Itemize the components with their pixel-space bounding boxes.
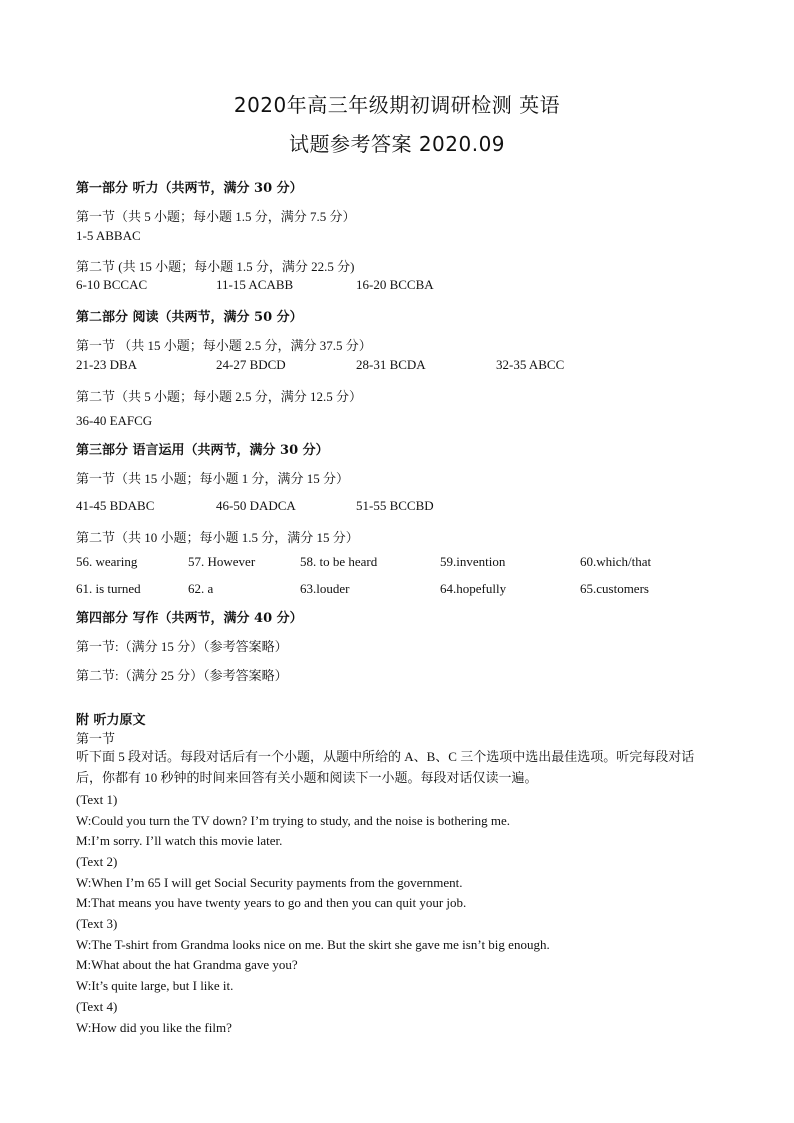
part3-section2-row1 bbox=[76, 554, 776, 572]
part1-section2-answers bbox=[76, 277, 776, 295]
transcript-line: W:How did you like the film? bbox=[76, 1020, 232, 1035]
fill-answer: 65.customers bbox=[580, 581, 649, 596]
fill-answer: 61. is turned bbox=[76, 581, 141, 596]
transcript-line: M:I’m sorry. I’ll watch this movie later. bbox=[76, 833, 283, 848]
answer-group: 24-27 BDCD bbox=[216, 357, 286, 372]
answer-group: 51-55 BCCBD bbox=[356, 498, 434, 513]
transcript-line: W:It’s quite large, but I like it. bbox=[76, 978, 234, 993]
fill-answer: 58. to be heard bbox=[300, 554, 378, 569]
appendix-heading: 附 听力原文 bbox=[76, 713, 146, 728]
part2-section1-answers bbox=[76, 357, 776, 375]
transcript-line: (Text 3) bbox=[76, 916, 118, 931]
fill-answer: 60.which/that bbox=[580, 554, 652, 569]
part2-section2-desc: 第二节（共 5 小题；每小题 2.5 分，满分 12.5 分） bbox=[76, 389, 363, 404]
part4-section2: 第二节:（满分 25 分）（参考答案略） bbox=[76, 668, 288, 683]
transcript-line: M:What about the hat Grandma gave you? bbox=[76, 957, 298, 972]
part2-section2-answers: 36-40 EAFCG bbox=[76, 413, 153, 428]
part3-section2-row2 bbox=[76, 581, 776, 599]
part4-section1: 第一节:（满分 15 分）（参考答案略） bbox=[76, 639, 288, 654]
answer-group: 41-45 BDABC bbox=[76, 498, 155, 513]
answer-group: 28-31 BCDA bbox=[356, 357, 426, 372]
part3-section2-desc: 第二节（共 10 小题；每小题 1.5 分，满分 15 分） bbox=[76, 530, 359, 545]
transcript-line: (Text 2) bbox=[76, 854, 118, 869]
answer-group: 11-15 ACABB bbox=[216, 277, 294, 292]
transcript-line: (Text 1) bbox=[76, 792, 118, 807]
fill-answer: 57. However bbox=[188, 554, 256, 569]
part1-section1-answers: 1-5 ABBAC bbox=[76, 228, 141, 243]
transcript-line: W:The T-shirt from Grandma looks nice on me. But the skirt she gave me isn’t big enough. bbox=[76, 937, 550, 952]
document-subtitle: 试题参考答案 2020.09 bbox=[288, 132, 506, 156]
answer-group: 16-20 BCCBA bbox=[356, 277, 434, 292]
answer-group: 46-50 DADCA bbox=[216, 498, 296, 513]
answer-group: 32-35 ABCC bbox=[496, 357, 565, 372]
part4-heading: 第四部分 写作（共两节，满分 40 分） bbox=[76, 611, 303, 626]
fill-answer: 64.hopefully bbox=[440, 581, 507, 596]
transcript-line: M:That means you have twenty years to go and then you can quit your job. bbox=[76, 895, 467, 910]
part1-heading: 第一部分 听力（共两节，满分 30 分） bbox=[76, 181, 303, 196]
part2-heading: 第二部分 阅读（共两节，满分 50 分） bbox=[76, 310, 303, 325]
fill-answer: 63.louder bbox=[300, 581, 350, 596]
part1-section1-desc: 第一节（共 5 小题；每小题 1.5 分，满分 7.5 分） bbox=[76, 209, 356, 224]
part3-heading: 第三部分 语言运用（共两节，满分 30 分） bbox=[76, 443, 329, 458]
answer-group: 6-10 BCCAC bbox=[76, 277, 148, 292]
answer-group: 21-23 DBA bbox=[76, 357, 138, 372]
fill-answer: 62. a bbox=[188, 581, 214, 596]
appendix-section: 第一节 bbox=[76, 731, 116, 746]
fill-answer: 56. wearing bbox=[76, 554, 138, 569]
part3-section1-desc: 第一节（共 15 小题；每小题 1 分，满分 15 分） bbox=[76, 471, 350, 486]
part1-section2-desc: 第二节 (共 15 小题；每小题 1.5 分，满分 22.5 分) bbox=[76, 259, 355, 274]
appendix-instructions: 听下面 5 段对话。每段对话后有一个小题，从题中所给的 A、B、C 三个选项中选出最佳选项。听完每段对话后，你都有 10 秒钟的时间来回答有关小题和阅读下一小题。每段对话仅读一遍。 bbox=[76, 749, 695, 785]
part3-section1-answers bbox=[76, 498, 776, 516]
part2-section1-desc: 第一节 （共 15 小题；每小题 2.5 分，满分 37.5 分） bbox=[76, 338, 372, 353]
transcript-line: (Text 4) bbox=[76, 999, 118, 1014]
document-title: 2020年高三年级期初调研检测 英语 bbox=[233, 93, 561, 117]
fill-answer: 59.invention bbox=[440, 554, 506, 569]
transcript-line: W:When I’m 65 I will get Social Security payments from the government. bbox=[76, 875, 463, 890]
transcript-line: W:Could you turn the TV down? I’m trying to study, and the noise is bothering me. bbox=[76, 813, 511, 828]
